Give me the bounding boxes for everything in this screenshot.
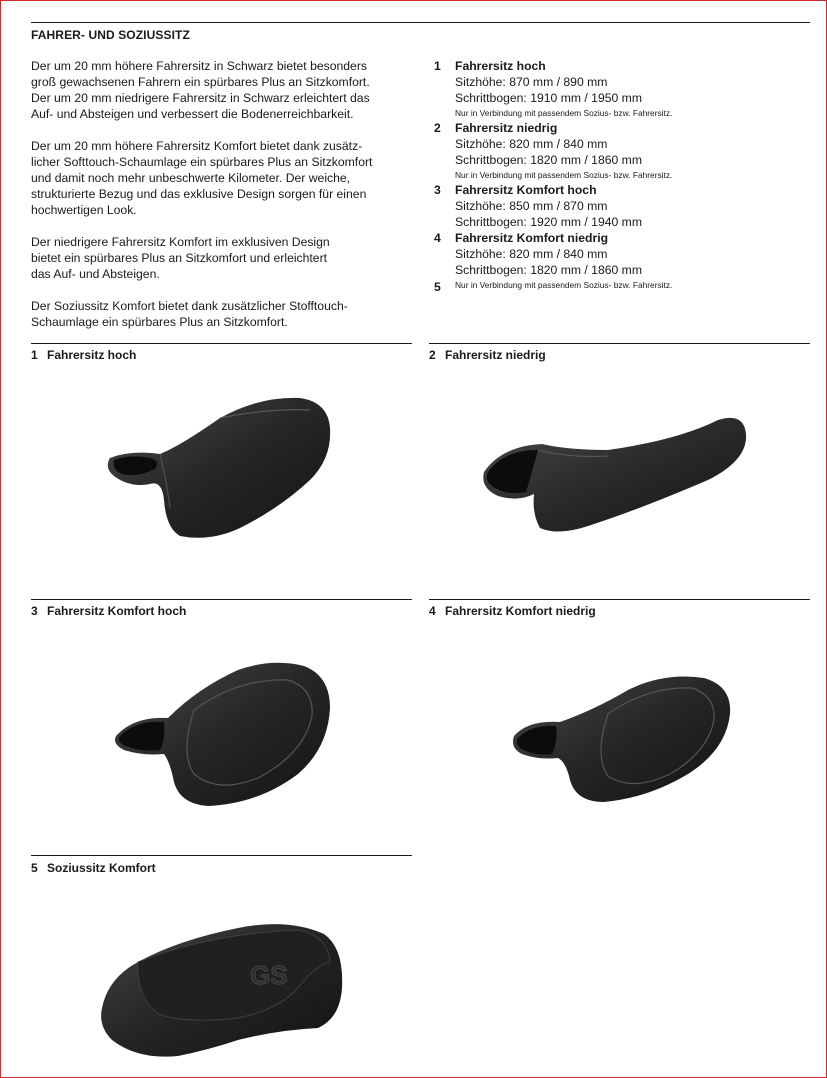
product-caption: [31, 861, 156, 875]
spec-seat-height: Sitzhöhe: 820 mm / 840 mm: [455, 137, 608, 151]
spec-seat-height: Sitzhöhe: 850 mm / 870 mm: [455, 199, 608, 213]
product-number: 3: [31, 604, 38, 618]
product-caption: [429, 348, 546, 362]
seat-photo-fahrersitz-komfort-hoch: [108, 658, 334, 810]
spec-number: 3: [434, 183, 441, 197]
product-number: 5: [31, 861, 38, 875]
top-rule: [31, 22, 810, 23]
spec-title: Fahrersitz niedrig: [455, 121, 558, 135]
spec-note: Nur in Verbindung mit passendem Sozius- bzw. Fahrersitz.: [455, 280, 673, 290]
intro-paragraph: Der niedrigere Fahrersitz Komfort im exklusiven Design bietet ein spürbares Plus an Sitzkomfort und erleichtert das Auf- und Absteigen.: [31, 235, 330, 281]
spec-item: [434, 120, 794, 182]
spec-note: Nur in Verbindung mit passendem Sozius- bzw. Fahrersitz.: [455, 170, 673, 180]
spec-item: [434, 230, 794, 278]
intro-text: [31, 58, 421, 346]
spec-item: [434, 182, 794, 230]
product-name: Fahrersitz Komfort niedrig: [445, 604, 596, 618]
spec-seat-height: Sitzhöhe: 820 mm / 840 mm: [455, 247, 608, 261]
svg-text:GS: GS: [250, 960, 288, 990]
product-caption: [31, 348, 136, 362]
spec-step-arc: Schrittbogen: 1910 mm / 1950 mm: [455, 91, 642, 105]
seat-photo-fahrersitz-komfort-niedrig: [508, 670, 738, 806]
spec-seat-height: Sitzhöhe: 870 mm / 890 mm: [455, 75, 608, 89]
product-number: 1: [31, 348, 38, 362]
product-rule: [429, 343, 810, 344]
intro-paragraph: Der um 20 mm höhere Fahrersitz Komfort bietet dank zusätz- licher Softtouch-Schaumlage ein spürbares Plus an Sitzkomfort und damit noch mehr unbeschwerte Kilometer. Der weiche, strukturierte Bezug und das exklusive Design sorgen für einen hochwertigen Look.: [31, 139, 373, 217]
product-rule: [31, 855, 412, 856]
spec-step-arc: Schrittbogen: 1920 mm / 1940 mm: [455, 215, 642, 229]
product-name: Fahrersitz niedrig: [445, 348, 546, 362]
spec-title: Fahrersitz Komfort hoch: [455, 183, 597, 197]
seat-photo-soziussitz-komfort: [98, 918, 348, 1060]
product-name: Fahrersitz hoch: [47, 348, 137, 362]
gs-logo-icon: [250, 960, 288, 990]
spec-list: [434, 58, 794, 292]
product-caption: [31, 604, 186, 618]
product-number: 2: [429, 348, 436, 362]
spec-step-arc: Schrittbogen: 1820 mm / 1860 mm: [455, 153, 642, 167]
spec-title: Fahrersitz hoch: [455, 59, 546, 73]
product-rule: [31, 343, 412, 344]
spec-item: [434, 278, 794, 292]
spec-title: Fahrersitz Komfort niedrig: [455, 231, 609, 245]
product-name: Fahrersitz Komfort hoch: [47, 604, 187, 618]
intro-paragraph: Der Soziussitz Komfort bietet dank zusätzlicher Stofftouch- Schaumlage ein spürbares Plus an Sitzkomfort.: [31, 299, 348, 329]
product-rule: [31, 599, 412, 600]
seat-photo-fahrersitz-hoch: [100, 388, 340, 548]
spec-step-arc: Schrittbogen: 1820 mm / 1860 mm: [455, 263, 642, 277]
spec-number: 1: [434, 59, 441, 73]
spec-note: Nur in Verbindung mit passendem Sozius- bzw. Fahrersitz.: [455, 108, 673, 118]
seat-photo-fahrersitz-niedrig: [478, 410, 750, 540]
product-number: 4: [429, 604, 436, 618]
spec-number: 4: [434, 231, 441, 245]
spec-number: 5: [434, 280, 441, 294]
product-caption: [429, 604, 596, 618]
product-name: Soziussitz Komfort: [47, 861, 156, 875]
section-title: FAHRER- UND SOZIUSSITZ: [31, 28, 190, 42]
intro-paragraph: Der um 20 mm höhere Fahrersitz in Schwarz bietet besonders groß gewachsenen Fahrern ein spürbares Plus an Sitzkomfort. Der um 20 mm niedrigere Fahrersitz in Schwarz erleichtert das Auf- und Absteigen und verbessert die Bodenerreichbarkeit.: [31, 59, 370, 121]
spec-item: [434, 58, 794, 120]
product-rule: [429, 599, 810, 600]
spec-number: 2: [434, 121, 441, 135]
